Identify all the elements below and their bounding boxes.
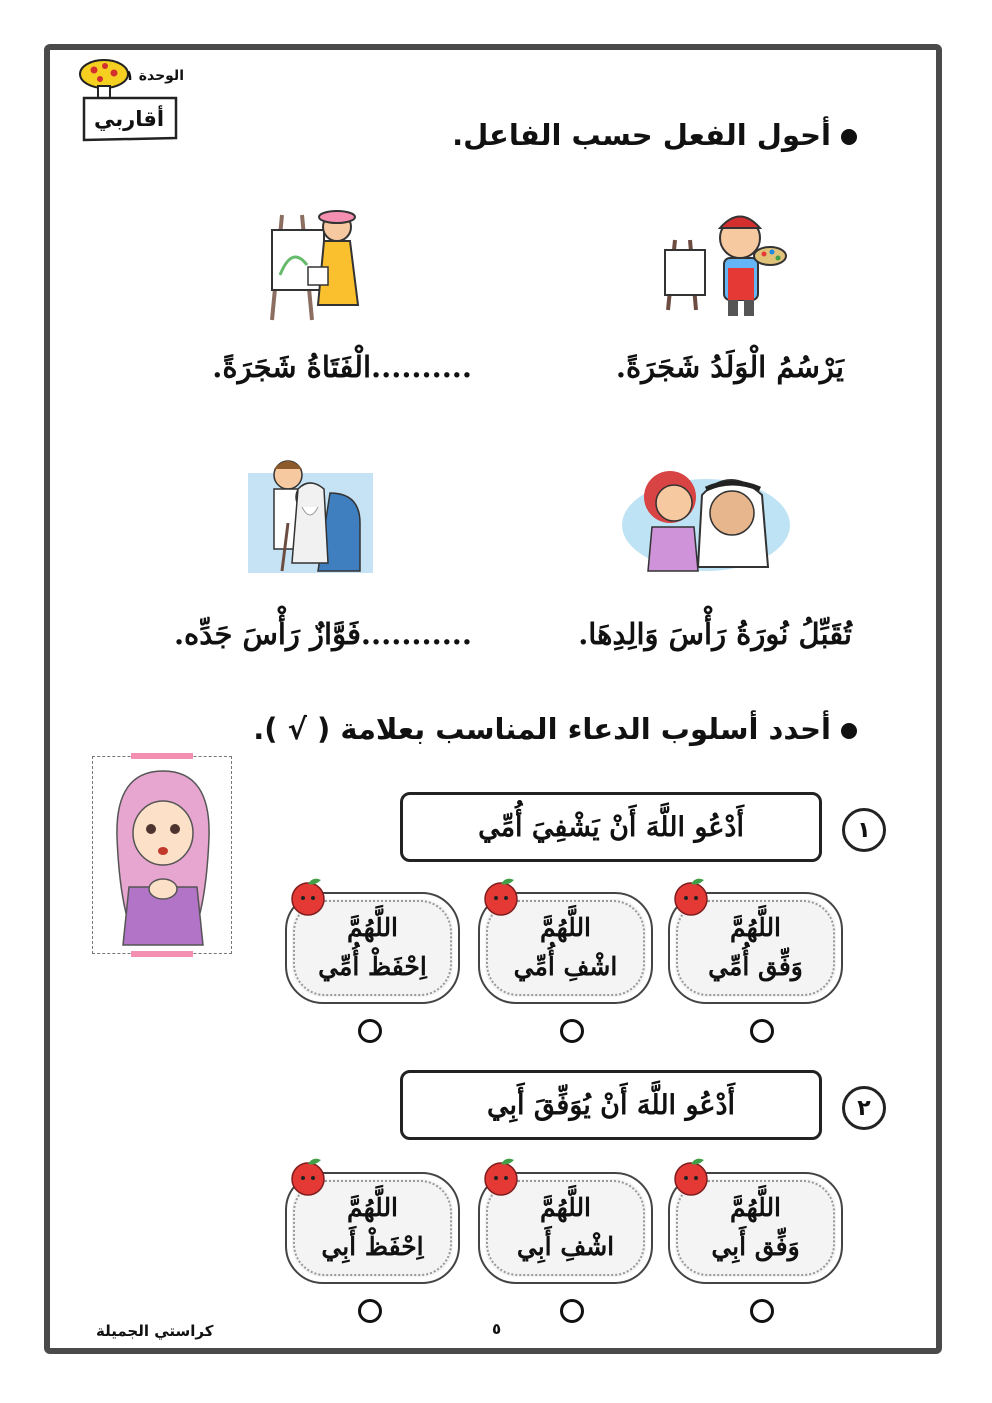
apple-icon: [672, 1156, 710, 1196]
sentence-fawaz-blank: ...........فَوَّازٌ رَأْسَ جَدِّه.: [173, 617, 472, 651]
option-line2: اشْفِ أَبِي: [516, 1232, 615, 1261]
apple-icon: [672, 876, 710, 916]
sentence-girl-blank: ..........الْفَتَاةُ شَجَرَةً.: [212, 350, 472, 384]
option-line1: اللَّهُمَّ: [540, 913, 592, 943]
question-number: ٢: [842, 1086, 886, 1130]
unit-label: الوحدة ١: [125, 68, 184, 84]
page-number: ٥: [492, 1320, 502, 1338]
sentence-boy-draws: يَرْسُمُ الْوَلَدُ شَجَرَةً.: [615, 350, 844, 384]
apple-icon: [289, 1156, 327, 1196]
option-line2: وَفِّق أُمِّي: [708, 952, 803, 981]
bullet-icon: [841, 723, 857, 739]
book-name: كراستي الجميلة: [96, 1322, 214, 1340]
answer-radio[interactable]: [560, 1019, 584, 1043]
option-line1: اللَّهُمَّ: [347, 1193, 399, 1223]
option-line2: وَفِّق أَبِي: [711, 1232, 800, 1261]
unit-title: أقاربي: [94, 107, 165, 131]
apple-icon: [482, 1156, 520, 1196]
praying-girl-illustration: [107, 767, 219, 947]
option-line2: اشْفِ أُمِّي: [513, 952, 618, 981]
section1-heading: أحول الفعل حسب الفاعل.: [452, 118, 857, 152]
answer-radio[interactable]: [750, 1019, 774, 1043]
option-line1: اللَّهُمَّ: [347, 913, 399, 943]
grandson-grandfather-illustration: [248, 453, 373, 573]
bullet-icon: [841, 129, 857, 145]
answer-radio[interactable]: [358, 1019, 382, 1043]
sentence-noura-kisses: تُقَبِّلُ نُورَةُ رَأْسَ وَالِدِهَا.: [578, 617, 852, 651]
option-line1: اللَّهُمَّ: [730, 913, 782, 943]
answer-radio[interactable]: [358, 1299, 382, 1323]
apple-icon: [482, 876, 520, 916]
question-number: ١: [842, 808, 886, 852]
question-prompt: أَدْعُو اللَّهَ أَنْ يُوَفِّقَ أَبِي: [400, 1070, 822, 1140]
unit-badge: [72, 58, 190, 153]
father-daughter-illustration: [622, 455, 790, 573]
girl-painting-illustration: [262, 205, 367, 325]
section2-heading: أحدد أسلوب الدعاء المناسب بعلامة ( √ ).: [253, 712, 857, 746]
option-line1: اللَّهُمَّ: [540, 1193, 592, 1223]
option-line1: اللَّهُمَّ: [730, 1193, 782, 1223]
answer-radio[interactable]: [560, 1299, 584, 1323]
praying-girl-frame: [92, 756, 232, 954]
boy-painting-illustration: [660, 200, 790, 320]
question-prompt: أَدْعُو اللَّهَ أَنْ يَشْفِيَ أُمِّي: [400, 792, 822, 862]
answer-radio[interactable]: [750, 1299, 774, 1323]
option-line2: اِحْفَظْ أَبِي: [321, 1232, 424, 1261]
apple-icon: [289, 876, 327, 916]
option-line2: اِحْفَظْ أُمِّي: [318, 952, 427, 981]
